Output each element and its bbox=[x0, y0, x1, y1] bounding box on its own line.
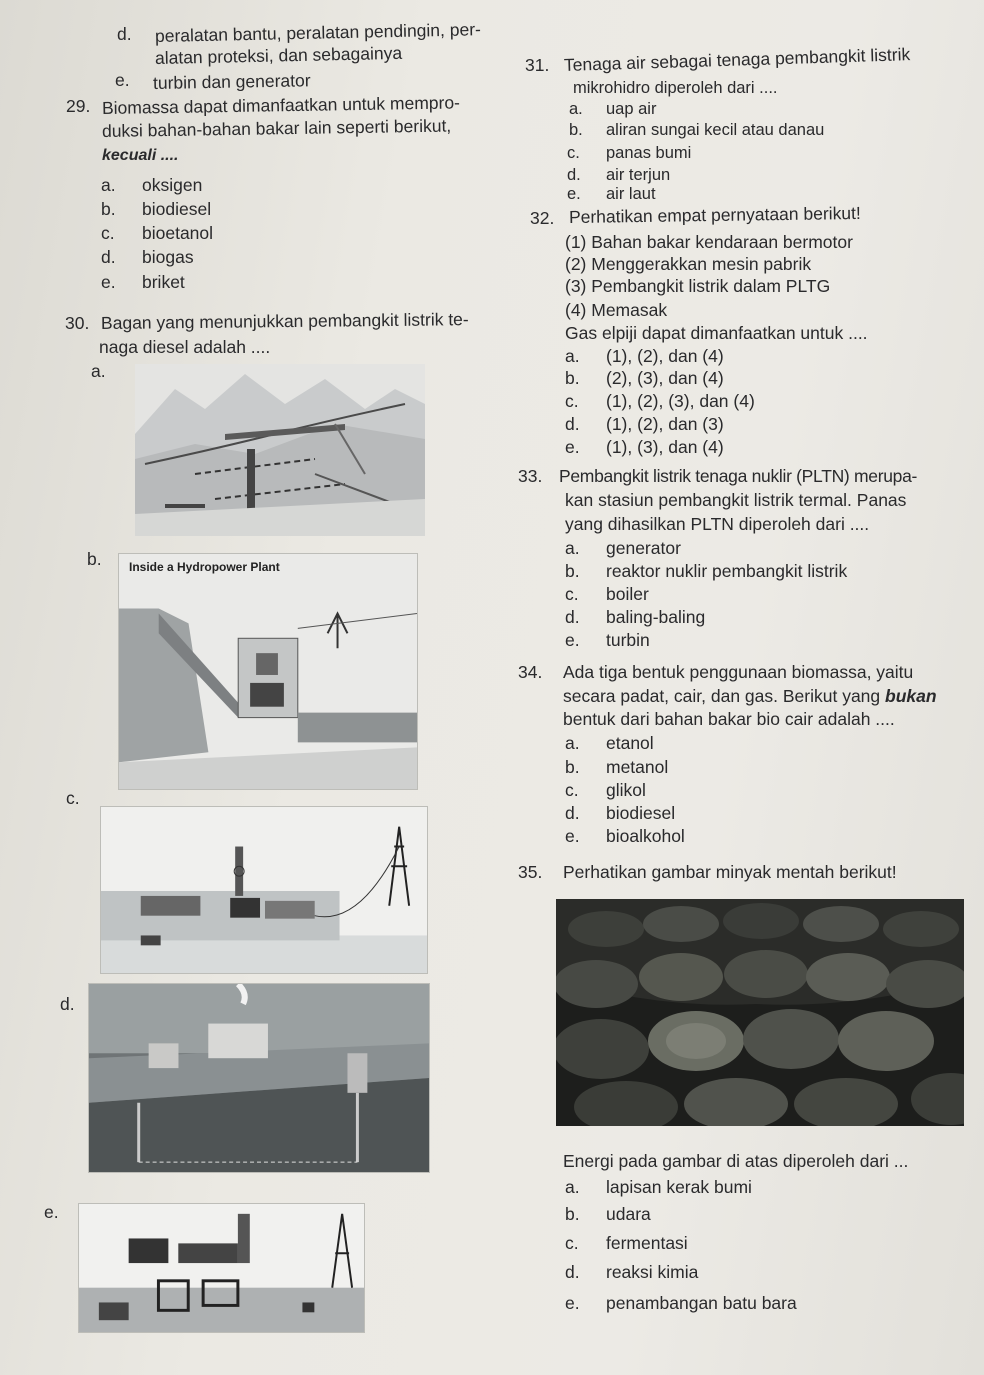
q32-opt-d-text: (1), (2), dan (3) bbox=[606, 414, 724, 434]
q33-opt-e-letter: e. bbox=[565, 630, 580, 650]
q32-opt-d-letter: d. bbox=[565, 414, 580, 434]
q31-opt-a-letter: a. bbox=[569, 100, 583, 118]
q29-line1: Biomassa dapat dimanfaatkan untuk mempro- bbox=[101, 92, 461, 118]
diagram-b-title: Inside a Hydropower Plant bbox=[129, 560, 280, 574]
q32-opt-e-text: (1), (3), dan (4) bbox=[606, 437, 724, 457]
q34-opt-a-text: etanol bbox=[606, 733, 654, 753]
q29-opt-b-text: biodiesel bbox=[142, 199, 212, 219]
q31-line2: mikrohidro diperoleh dari .... bbox=[573, 79, 778, 97]
q35-opt-a-letter: a. bbox=[565, 1177, 580, 1197]
q28-d-line1: peralatan bantu, peralatan pendingin, per- bbox=[154, 19, 482, 46]
q34-line2-text: secara padat, cair, dan gas. Berikut yang bbox=[563, 686, 885, 706]
q32-intro: Perhatikan empat pernyataan berikut! bbox=[568, 202, 861, 227]
q35-opt-b-text: udara bbox=[606, 1204, 651, 1224]
q34-opt-c-text: glikol bbox=[606, 780, 646, 800]
q30-opt-a-letter: a. bbox=[91, 361, 106, 381]
q34-opt-d-letter: d. bbox=[565, 803, 580, 823]
q35-opt-c-text: fermentasi bbox=[606, 1233, 688, 1253]
q30-number: 30. bbox=[65, 313, 90, 333]
q33-opt-d-text: baling-baling bbox=[606, 607, 706, 627]
q31-opt-d-letter: d. bbox=[567, 166, 581, 184]
q30-opt-b-letter: b. bbox=[87, 549, 102, 569]
q28-e-letter: e. bbox=[115, 70, 130, 90]
q29-line3: kecuali .... bbox=[102, 147, 179, 164]
q32-statement-3: (3) Pembangkit listrik dalam PLTG bbox=[565, 276, 831, 296]
q35-opt-d-letter: d. bbox=[565, 1262, 580, 1282]
q33-opt-a-letter: a. bbox=[565, 538, 580, 558]
diagram-b-hydropower-plant bbox=[118, 553, 418, 790]
q31-opt-b-text: aliran sungai kecil atau danau bbox=[606, 121, 825, 139]
q29-opt-e-text: briket bbox=[142, 272, 185, 292]
q30-line1: Bagan yang menunjukkan pembangkit listrik te- bbox=[100, 309, 469, 333]
q32-opt-c-text: (1), (2), (3), dan (4) bbox=[606, 391, 755, 411]
q35-question: Energi pada gambar di atas diperoleh dari ... bbox=[563, 1151, 909, 1171]
q34-opt-e-text: bioalkohol bbox=[606, 826, 685, 846]
q31-number: 31. bbox=[525, 55, 550, 75]
q33-opt-c-letter: c. bbox=[565, 584, 579, 604]
q35-intro: Perhatikan gambar minyak mentah berikut! bbox=[563, 862, 897, 882]
q35-number: 35. bbox=[518, 862, 543, 882]
q29-opt-c-letter: c. bbox=[101, 223, 115, 243]
q29-opt-d-text: biogas bbox=[142, 247, 194, 267]
q32-question: Gas elpiji dapat dimanfaatkan untuk .... bbox=[565, 323, 868, 343]
q31-opt-e-letter: e. bbox=[567, 185, 581, 203]
q33-line3: yang dihasilkan PLTN diperoleh dari .... bbox=[565, 514, 870, 534]
q31-opt-d-text: air terjun bbox=[606, 166, 671, 184]
q35-opt-e-letter: e. bbox=[565, 1293, 580, 1313]
q33-line1: Pembangkit listrik tenaga nuklir (PLTN) merupa- bbox=[559, 466, 918, 486]
q31-opt-e-text: air laut bbox=[606, 185, 656, 203]
q29-opt-d-letter: d. bbox=[101, 247, 116, 267]
q34-number: 34. bbox=[518, 662, 543, 682]
q31-opt-c-letter: c. bbox=[567, 144, 580, 162]
q34-line3: bentuk dari bahan bakar bio cair adalah .... bbox=[563, 709, 895, 729]
crude-oil-photo bbox=[556, 899, 964, 1126]
diagram-a-mountain-hydro bbox=[135, 364, 425, 536]
q33-opt-b-letter: b. bbox=[565, 561, 580, 581]
q29-opt-a-text: oksigen bbox=[142, 175, 203, 195]
q32-opt-a-letter: a. bbox=[565, 346, 580, 366]
q30-opt-c-letter: c. bbox=[66, 788, 80, 808]
q33-opt-e-text: turbin bbox=[606, 630, 650, 650]
q32-opt-b-text: (2), (3), dan (4) bbox=[606, 368, 724, 388]
q29-opt-e-letter: e. bbox=[101, 272, 116, 292]
q35-opt-d-text: reaksi kimia bbox=[606, 1262, 699, 1282]
q31-line1: Tenaga air sebagai tenaga pembangkit listrik bbox=[563, 44, 911, 75]
q34-opt-d-text: biodiesel bbox=[606, 803, 676, 823]
q29-opt-c-text: bioetanol bbox=[142, 223, 214, 243]
diagram-e-power-plant bbox=[78, 1203, 365, 1333]
q33-opt-c-text: boiler bbox=[606, 584, 649, 604]
q34-opt-e-letter: e. bbox=[565, 826, 580, 846]
diagram-d-geothermal-plant bbox=[88, 983, 430, 1173]
q29-line2: duksi bahan-bahan bakar lain seperti berikut, bbox=[101, 115, 452, 141]
q33-line2: kan stasiun pembangkit listrik termal. Panas bbox=[565, 490, 907, 510]
q34-line2 bbox=[563, 686, 937, 707]
q34-line1: Ada tiga bentuk penggunaan biomassa, yaitu bbox=[563, 662, 914, 682]
q34-opt-b-letter: b. bbox=[565, 757, 580, 777]
q29-number: 29. bbox=[66, 96, 91, 116]
q32-opt-a-text: (1), (2), dan (4) bbox=[606, 346, 724, 366]
q30-opt-d-letter: d. bbox=[60, 994, 75, 1014]
q32-statement-4: (4) Memasak bbox=[565, 300, 668, 320]
q34-opt-b-text: metanol bbox=[606, 757, 669, 777]
q28-d-line2: alatan proteksi, dan sebagainya bbox=[154, 42, 403, 68]
q32-statement-1: (1) Bahan bakar kendaraan bermotor bbox=[565, 232, 853, 252]
q34-opt-c-letter: c. bbox=[565, 780, 579, 800]
q35-opt-b-letter: b. bbox=[565, 1204, 580, 1224]
q33-opt-d-letter: d. bbox=[565, 607, 580, 627]
q32-statement-2: (2) Menggerakkan mesin pabrik bbox=[565, 254, 812, 274]
q32-opt-c-letter: c. bbox=[565, 391, 579, 411]
q30-opt-e-letter: e. bbox=[44, 1202, 59, 1222]
diagram-c-diesel-plant bbox=[100, 806, 428, 974]
q29-opt-b-letter: b. bbox=[101, 199, 116, 219]
q34-line2-emphasis: bukan bbox=[885, 686, 937, 706]
q29-opt-a-letter: a. bbox=[101, 175, 116, 195]
q31-opt-b-letter: b. bbox=[569, 121, 583, 139]
q28-e-text: turbin dan generator bbox=[152, 70, 311, 93]
q31-opt-c-text: panas bumi bbox=[606, 144, 692, 162]
q28-d-letter: d. bbox=[117, 24, 132, 44]
q30-line2: naga diesel adalah .... bbox=[99, 337, 271, 357]
q33-opt-a-text: generator bbox=[606, 538, 681, 558]
q32-opt-e-letter: e. bbox=[565, 437, 580, 457]
q34-opt-a-letter: a. bbox=[565, 733, 580, 753]
q35-opt-e-text: penambangan batu bara bbox=[606, 1293, 797, 1313]
q31-opt-a-text: uap air bbox=[606, 100, 657, 118]
q33-opt-b-text: reaktor nuklir pembangkit listrik bbox=[606, 561, 848, 581]
q35-opt-a-text: lapisan kerak bumi bbox=[606, 1177, 752, 1197]
q33-number: 33. bbox=[518, 466, 543, 486]
q32-opt-b-letter: b. bbox=[565, 368, 580, 388]
q35-opt-c-letter: c. bbox=[565, 1233, 579, 1253]
q32-number: 32. bbox=[530, 208, 555, 228]
